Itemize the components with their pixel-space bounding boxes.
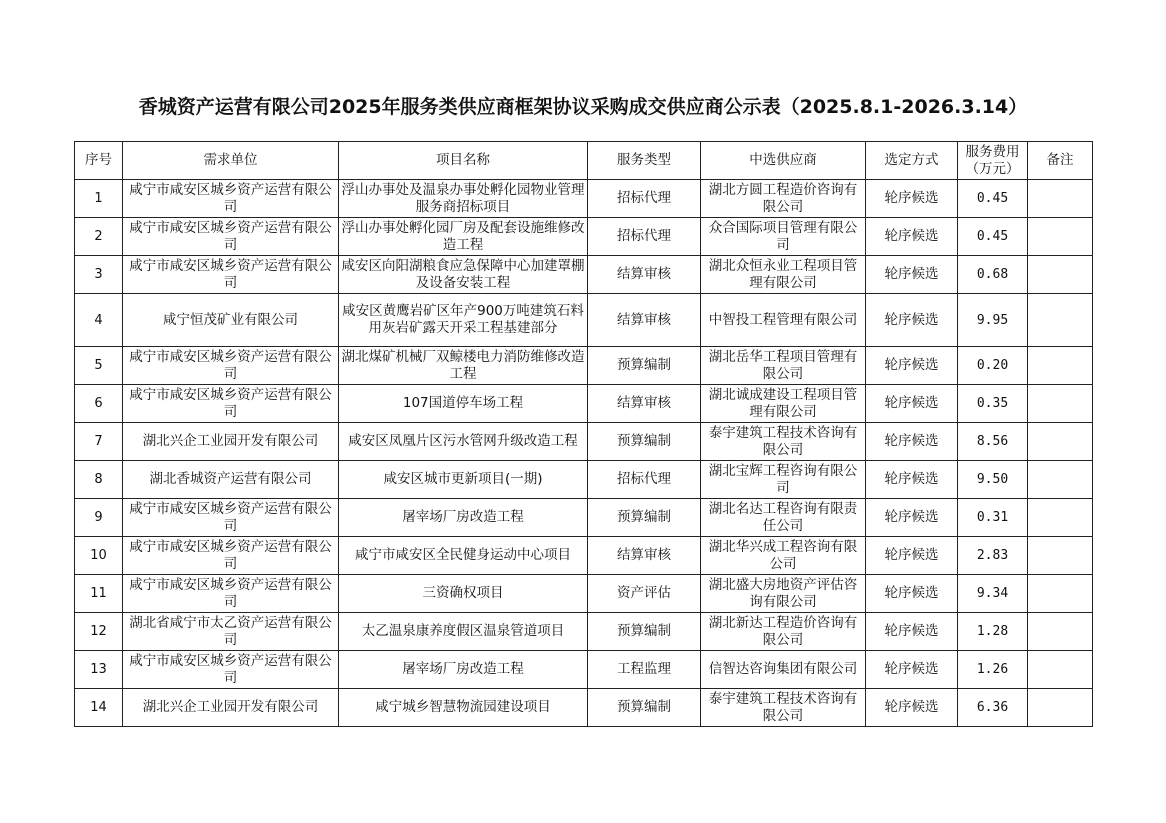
service-type-cell: 招标代理: [588, 461, 701, 499]
project-name-cell: 浮山办事处及温泉办事处孵化园物业管理服务商招标项目: [339, 180, 588, 218]
note-cell: [1028, 347, 1093, 385]
project-name-cell: 咸安区城市更新项目(一期): [339, 461, 588, 499]
project-name-cell: 咸安区凤凰片区污水管网升级改造工程: [339, 423, 588, 461]
header-fee: 服务费用（万元）: [958, 142, 1028, 180]
table-row: [75, 218, 1093, 256]
demand-unit-cell: 咸宁市咸安区城乡资产运营有限公司: [123, 218, 339, 256]
supplier-cell: 信智达咨询集团有限公司: [701, 651, 866, 689]
supplier-cell: 湖北新达工程造价咨询有限公司: [701, 613, 866, 651]
service-fee-cell: 0.45: [958, 218, 1028, 256]
selection-method-cell: 轮序候选: [866, 347, 958, 385]
row-number-cell: 3: [75, 256, 123, 294]
header-supplier: 中选供应商: [701, 142, 866, 180]
row-number-cell: 4: [75, 294, 123, 347]
table-row: [75, 385, 1093, 423]
service-type-cell: 结算审核: [588, 537, 701, 575]
note-cell: [1028, 423, 1093, 461]
table-row: [75, 499, 1093, 537]
note-cell: [1028, 537, 1093, 575]
demand-unit-cell: 咸宁市咸安区城乡资产运营有限公司: [123, 385, 339, 423]
header-method: 选定方式: [866, 142, 958, 180]
note-cell: [1028, 180, 1093, 218]
service-type-cell: 结算审核: [588, 256, 701, 294]
selection-method-cell: 轮序候选: [866, 385, 958, 423]
page-title: 香城资产运营有限公司2025年服务类供应商框架协议采购成交供应商公示表（2025.8.1-2026.3.14）: [138, 96, 1028, 118]
service-fee-cell: 0.20: [958, 347, 1028, 385]
note-cell: [1028, 218, 1093, 256]
service-type-cell: 工程监理: [588, 651, 701, 689]
row-number-cell: 6: [75, 385, 123, 423]
demand-unit-cell: 咸宁市咸安区城乡资产运营有限公司: [123, 180, 339, 218]
demand-unit-cell: 咸宁恒茂矿业有限公司: [123, 294, 339, 347]
service-type-cell: 预算编制: [588, 423, 701, 461]
selection-method-cell: 轮序候选: [866, 537, 958, 575]
selection-method-cell: 轮序候选: [866, 180, 958, 218]
note-cell: [1028, 575, 1093, 613]
service-fee-cell: 8.56: [958, 423, 1028, 461]
project-name-cell: 咸宁市咸安区全民健身运动中心项目: [339, 537, 588, 575]
service-fee-cell: 1.26: [958, 651, 1028, 689]
selection-method-cell: 轮序候选: [866, 575, 958, 613]
supplier-cell: 湖北名达工程咨询有限责任公司: [701, 499, 866, 537]
service-type-cell: 预算编制: [588, 499, 701, 537]
selection-method-cell: 轮序候选: [866, 256, 958, 294]
supplier-cell: 湖北众恒永业工程项目管理有限公司: [701, 256, 866, 294]
selection-method-cell: 轮序候选: [866, 461, 958, 499]
supplier-cell: 泰宇建筑工程技术咨询有限公司: [701, 689, 866, 727]
service-fee-cell: 0.35: [958, 385, 1028, 423]
demand-unit-cell: 咸宁市咸安区城乡资产运营有限公司: [123, 651, 339, 689]
service-fee-cell: 6.36: [958, 689, 1028, 727]
row-number-cell: 12: [75, 613, 123, 651]
note-cell: [1028, 499, 1093, 537]
project-name-cell: 咸宁城乡智慧物流园建设项目: [339, 689, 588, 727]
header-project: 项目名称: [339, 142, 588, 180]
supplier-cell: 众合国际项目管理有限公司: [701, 218, 866, 256]
service-fee-cell: 0.31: [958, 499, 1028, 537]
supplier-cell: 湖北华兴成工程咨询有限公司: [701, 537, 866, 575]
service-type-cell: 预算编制: [588, 613, 701, 651]
note-cell: [1028, 461, 1093, 499]
note-cell: [1028, 689, 1093, 727]
table-row: [75, 537, 1093, 575]
table-row: [75, 423, 1093, 461]
row-number-cell: 10: [75, 537, 123, 575]
demand-unit-cell: 湖北兴企工业园开发有限公司: [123, 689, 339, 727]
demand-unit-cell: 咸宁市咸安区城乡资产运营有限公司: [123, 537, 339, 575]
service-fee-cell: 1.28: [958, 613, 1028, 651]
service-fee-cell: 9.34: [958, 575, 1028, 613]
project-name-cell: 三资确权项目: [339, 575, 588, 613]
row-number-cell: 8: [75, 461, 123, 499]
table-header-row: [75, 142, 1093, 180]
project-name-cell: 浮山办事处孵化园厂房及配套设施维修改造工程: [339, 218, 588, 256]
row-number-cell: 14: [75, 689, 123, 727]
demand-unit-cell: 湖北香城资产运营有限公司: [123, 461, 339, 499]
table-row: [75, 256, 1093, 294]
header-no: 序号: [75, 142, 123, 180]
row-number-cell: 5: [75, 347, 123, 385]
service-fee-cell: 2.83: [958, 537, 1028, 575]
table-row: [75, 689, 1093, 727]
note-cell: [1028, 294, 1093, 347]
table-row: [75, 180, 1093, 218]
service-type-cell: 招标代理: [588, 180, 701, 218]
service-fee-cell: 0.45: [958, 180, 1028, 218]
table-row: [75, 461, 1093, 499]
note-cell: [1028, 613, 1093, 651]
service-type-cell: 预算编制: [588, 689, 701, 727]
note-cell: [1028, 651, 1093, 689]
service-type-cell: 结算审核: [588, 385, 701, 423]
service-type-cell: 招标代理: [588, 218, 701, 256]
supplier-cell: 湖北方圆工程造价咨询有限公司: [701, 180, 866, 218]
project-name-cell: 107国道停车场工程: [339, 385, 588, 423]
header-note: 备注: [1028, 142, 1093, 180]
service-fee-cell: 9.50: [958, 461, 1028, 499]
service-type-cell: 预算编制: [588, 347, 701, 385]
project-name-cell: 湖北煤矿机械厂双鲸楼电力消防维修改造工程: [339, 347, 588, 385]
note-cell: [1028, 256, 1093, 294]
demand-unit-cell: 咸宁市咸安区城乡资产运营有限公司: [123, 575, 339, 613]
table-row: [75, 613, 1093, 651]
project-name-cell: 咸安区黄鹰岩矿区年产900万吨建筑石料用灰岩矿露天开采工程基建部分: [339, 294, 588, 347]
supplier-cell: 湖北岳华工程项目管理有限公司: [701, 347, 866, 385]
demand-unit-cell: 咸宁市咸安区城乡资产运营有限公司: [123, 499, 339, 537]
row-number-cell: 13: [75, 651, 123, 689]
project-name-cell: 屠宰场厂房改造工程: [339, 499, 588, 537]
demand-unit-cell: 咸宁市咸安区城乡资产运营有限公司: [123, 256, 339, 294]
project-name-cell: 太乙温泉康养度假区温泉管道项目: [339, 613, 588, 651]
service-type-cell: 资产评估: [588, 575, 701, 613]
selection-method-cell: 轮序候选: [866, 689, 958, 727]
row-number-cell: 2: [75, 218, 123, 256]
service-fee-cell: 9.95: [958, 294, 1028, 347]
selection-method-cell: 轮序候选: [866, 651, 958, 689]
demand-unit-cell: 咸宁市咸安区城乡资产运营有限公司: [123, 347, 339, 385]
selection-method-cell: 轮序候选: [866, 218, 958, 256]
selection-method-cell: 轮序候选: [866, 423, 958, 461]
demand-unit-cell: 湖北兴企工业园开发有限公司: [123, 423, 339, 461]
header-unit: 需求单位: [123, 142, 339, 180]
service-type-cell: 结算审核: [588, 294, 701, 347]
table-row: [75, 294, 1093, 347]
row-number-cell: 1: [75, 180, 123, 218]
table-row: [75, 347, 1093, 385]
header-service-type: 服务类型: [588, 142, 701, 180]
project-name-cell: 屠宰场厂房改造工程: [339, 651, 588, 689]
row-number-cell: 11: [75, 575, 123, 613]
selection-method-cell: 轮序候选: [866, 499, 958, 537]
table-row: [75, 575, 1093, 613]
supplier-notice-table: [74, 141, 1093, 727]
note-cell: [1028, 385, 1093, 423]
supplier-cell: 湖北诚成建设工程项目管理有限公司: [701, 385, 866, 423]
supplier-cell: 湖北盛大房地资产评估咨询有限公司: [701, 575, 866, 613]
selection-method-cell: 轮序候选: [866, 613, 958, 651]
supplier-cell: 湖北宝辉工程咨询有限公司: [701, 461, 866, 499]
row-number-cell: 7: [75, 423, 123, 461]
table-row: [75, 651, 1093, 689]
service-fee-cell: 0.68: [958, 256, 1028, 294]
selection-method-cell: 轮序候选: [866, 294, 958, 347]
row-number-cell: 9: [75, 499, 123, 537]
supplier-cell: 泰宇建筑工程技术咨询有限公司: [701, 423, 866, 461]
project-name-cell: 咸安区向阳湖粮食应急保障中心加建罩棚及设备安装工程: [339, 256, 588, 294]
supplier-cell: 中智投工程管理有限公司: [701, 294, 866, 347]
demand-unit-cell: 湖北省咸宁市太乙资产运营有限公司: [123, 613, 339, 651]
